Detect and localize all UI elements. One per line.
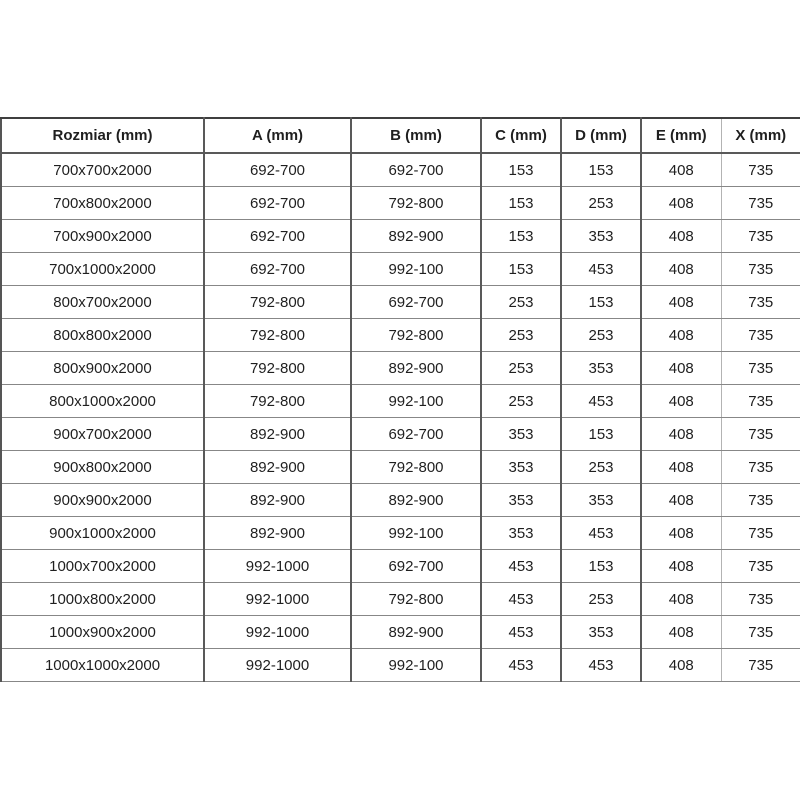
table-cell: 253 bbox=[561, 451, 641, 484]
table-cell: 408 bbox=[641, 550, 721, 583]
table-cell: 892-900 bbox=[204, 484, 351, 517]
table-cell: 253 bbox=[561, 583, 641, 616]
table-cell: 253 bbox=[481, 385, 561, 418]
table-cell: 892-900 bbox=[351, 616, 481, 649]
table-cell: 692-700 bbox=[204, 153, 351, 187]
table-cell: 408 bbox=[641, 253, 721, 286]
table-cell: 700x700x2000 bbox=[1, 153, 204, 187]
table-cell: 692-700 bbox=[204, 253, 351, 286]
table-cell: 408 bbox=[641, 319, 721, 352]
column-header-x: X (mm) bbox=[721, 118, 800, 153]
table-body bbox=[1, 153, 800, 682]
table-cell: 735 bbox=[721, 319, 800, 352]
table-cell: 353 bbox=[561, 484, 641, 517]
table-cell: 992-100 bbox=[351, 517, 481, 550]
table-cell: 408 bbox=[641, 649, 721, 682]
table-cell: 453 bbox=[561, 517, 641, 550]
table-cell: 900x700x2000 bbox=[1, 418, 204, 451]
table-cell: 453 bbox=[481, 550, 561, 583]
table-cell: 992-1000 bbox=[204, 550, 351, 583]
table-cell: 800x700x2000 bbox=[1, 286, 204, 319]
table-cell: 692-700 bbox=[351, 418, 481, 451]
table-cell: 892-900 bbox=[351, 220, 481, 253]
table-cell: 153 bbox=[561, 418, 641, 451]
table-cell: 692-700 bbox=[204, 220, 351, 253]
table-cell: 792-800 bbox=[351, 187, 481, 220]
column-header-b: B (mm) bbox=[351, 118, 481, 153]
table-cell: 1000x1000x2000 bbox=[1, 649, 204, 682]
table-row bbox=[1, 352, 800, 385]
table-cell: 892-900 bbox=[351, 352, 481, 385]
table-cell: 735 bbox=[721, 484, 800, 517]
table-cell: 735 bbox=[721, 352, 800, 385]
table-cell: 735 bbox=[721, 153, 800, 187]
table-cell: 353 bbox=[481, 484, 561, 517]
table-cell: 408 bbox=[641, 153, 721, 187]
table-cell: 792-800 bbox=[351, 319, 481, 352]
table-row bbox=[1, 385, 800, 418]
table-cell: 353 bbox=[561, 352, 641, 385]
table-cell: 453 bbox=[481, 649, 561, 682]
table-row bbox=[1, 319, 800, 352]
table-row bbox=[1, 583, 800, 616]
table-cell: 700x900x2000 bbox=[1, 220, 204, 253]
table-cell: 153 bbox=[481, 220, 561, 253]
table-cell: 1000x700x2000 bbox=[1, 550, 204, 583]
table-cell: 692-700 bbox=[351, 550, 481, 583]
table-cell: 353 bbox=[481, 451, 561, 484]
table-row bbox=[1, 253, 800, 286]
table-cell: 800x800x2000 bbox=[1, 319, 204, 352]
table-row bbox=[1, 451, 800, 484]
table-cell: 900x900x2000 bbox=[1, 484, 204, 517]
table-cell: 735 bbox=[721, 253, 800, 286]
size-table-container bbox=[0, 117, 800, 682]
table-row bbox=[1, 286, 800, 319]
table-row bbox=[1, 484, 800, 517]
table-cell: 735 bbox=[721, 649, 800, 682]
column-header-d: D (mm) bbox=[561, 118, 641, 153]
table-cell: 153 bbox=[481, 153, 561, 187]
column-header-a: A (mm) bbox=[204, 118, 351, 153]
table-row bbox=[1, 616, 800, 649]
table-cell: 892-900 bbox=[204, 418, 351, 451]
table-cell: 353 bbox=[561, 220, 641, 253]
table-cell: 408 bbox=[641, 484, 721, 517]
table-cell: 992-1000 bbox=[204, 583, 351, 616]
table-cell: 792-800 bbox=[351, 451, 481, 484]
table-row bbox=[1, 187, 800, 220]
table-cell: 353 bbox=[481, 517, 561, 550]
table-cell: 735 bbox=[721, 286, 800, 319]
table-cell: 353 bbox=[561, 616, 641, 649]
table-cell: 353 bbox=[481, 418, 561, 451]
table-cell: 892-900 bbox=[351, 484, 481, 517]
column-header-e: E (mm) bbox=[641, 118, 721, 153]
column-header-rozmiar: Rozmiar (mm) bbox=[1, 118, 204, 153]
table-cell: 453 bbox=[561, 253, 641, 286]
table-cell: 735 bbox=[721, 550, 800, 583]
column-header-c: C (mm) bbox=[481, 118, 561, 153]
table-cell: 408 bbox=[641, 451, 721, 484]
table-cell: 735 bbox=[721, 418, 800, 451]
table-cell: 153 bbox=[561, 550, 641, 583]
table-cell: 153 bbox=[561, 286, 641, 319]
table-cell: 700x1000x2000 bbox=[1, 253, 204, 286]
table-cell: 992-100 bbox=[351, 385, 481, 418]
table-cell: 735 bbox=[721, 187, 800, 220]
table-cell: 408 bbox=[641, 220, 721, 253]
table-cell: 735 bbox=[721, 583, 800, 616]
table-cell: 735 bbox=[721, 220, 800, 253]
table-cell: 408 bbox=[641, 418, 721, 451]
table-cell: 153 bbox=[561, 153, 641, 187]
table-cell: 692-700 bbox=[351, 286, 481, 319]
table-cell: 453 bbox=[481, 583, 561, 616]
table-cell: 153 bbox=[481, 187, 561, 220]
table-cell: 408 bbox=[641, 352, 721, 385]
table-cell: 735 bbox=[721, 517, 800, 550]
table-cell: 792-800 bbox=[351, 583, 481, 616]
table-cell: 992-100 bbox=[351, 253, 481, 286]
table-cell: 892-900 bbox=[204, 451, 351, 484]
size-table bbox=[0, 117, 800, 682]
table-cell: 153 bbox=[481, 253, 561, 286]
table-cell: 408 bbox=[641, 517, 721, 550]
table-cell: 408 bbox=[641, 583, 721, 616]
table-header-row bbox=[1, 118, 800, 153]
table-cell: 792-800 bbox=[204, 352, 351, 385]
table-cell: 792-800 bbox=[204, 319, 351, 352]
table-cell: 253 bbox=[561, 319, 641, 352]
table-cell: 692-700 bbox=[204, 187, 351, 220]
table-cell: 453 bbox=[481, 616, 561, 649]
table-cell: 408 bbox=[641, 187, 721, 220]
table-cell: 792-800 bbox=[204, 286, 351, 319]
table-cell: 900x800x2000 bbox=[1, 451, 204, 484]
table-cell: 408 bbox=[641, 385, 721, 418]
table-cell: 253 bbox=[481, 286, 561, 319]
table-cell: 453 bbox=[561, 385, 641, 418]
table-row bbox=[1, 418, 800, 451]
table-cell: 453 bbox=[561, 649, 641, 682]
table-cell: 992-100 bbox=[351, 649, 481, 682]
table-cell: 1000x800x2000 bbox=[1, 583, 204, 616]
table-cell: 700x800x2000 bbox=[1, 187, 204, 220]
table-cell: 735 bbox=[721, 451, 800, 484]
table-cell: 800x900x2000 bbox=[1, 352, 204, 385]
table-cell: 253 bbox=[481, 319, 561, 352]
table-row bbox=[1, 649, 800, 682]
table-cell: 408 bbox=[641, 616, 721, 649]
table-cell: 800x1000x2000 bbox=[1, 385, 204, 418]
table-cell: 253 bbox=[561, 187, 641, 220]
table-cell: 992-1000 bbox=[204, 616, 351, 649]
table-cell: 992-1000 bbox=[204, 649, 351, 682]
table-row bbox=[1, 153, 800, 187]
table-cell: 1000x900x2000 bbox=[1, 616, 204, 649]
table-cell: 735 bbox=[721, 616, 800, 649]
table-cell: 792-800 bbox=[204, 385, 351, 418]
table-cell: 692-700 bbox=[351, 153, 481, 187]
table-cell: 735 bbox=[721, 385, 800, 418]
table-cell: 900x1000x2000 bbox=[1, 517, 204, 550]
table-row bbox=[1, 550, 800, 583]
table-row bbox=[1, 220, 800, 253]
table-cell: 892-900 bbox=[204, 517, 351, 550]
table-row bbox=[1, 517, 800, 550]
table-cell: 408 bbox=[641, 286, 721, 319]
table-cell: 253 bbox=[481, 352, 561, 385]
